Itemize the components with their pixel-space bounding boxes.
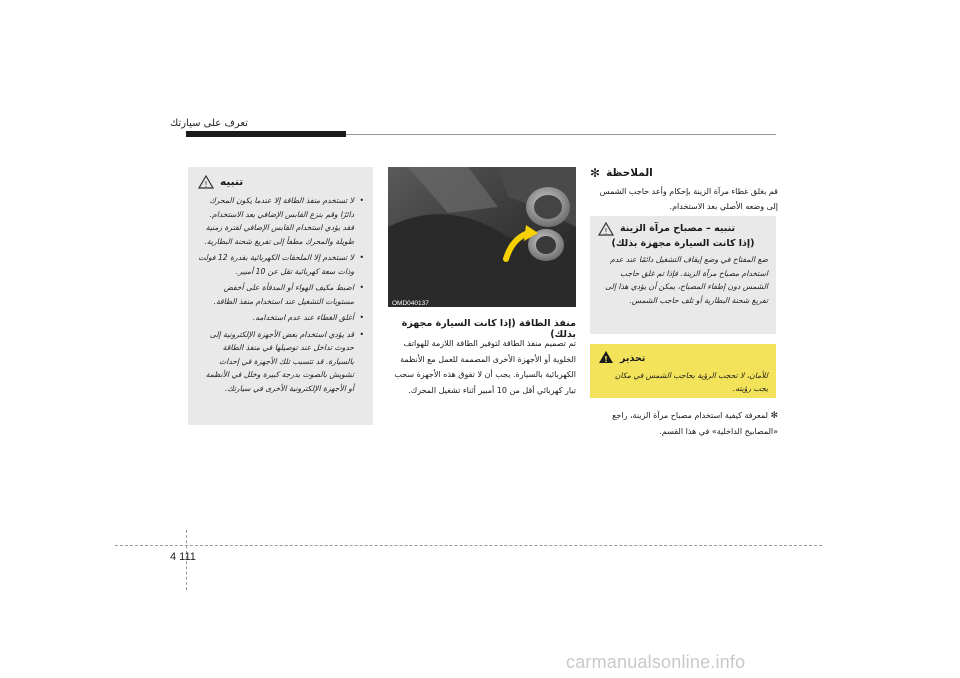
- caution-title: تنبيه – مصباح مرآة الزينة: [620, 223, 736, 234]
- header-rule: [346, 134, 776, 135]
- warning-title: تنبيه: [220, 176, 244, 188]
- caution-header: [598, 222, 768, 236]
- svg-text:!: !: [604, 355, 608, 364]
- note-title: الملاحظة: [606, 167, 653, 179]
- svg-text:!: !: [204, 180, 208, 189]
- warning-box: [188, 167, 373, 425]
- warning-item: • أغلق الغطاء عند عدم استخدامه.: [198, 311, 364, 325]
- warning-triangle-icon: [198, 175, 214, 189]
- footer-rule: [115, 545, 822, 546]
- power-outlet-body: تم تصميم منفذ الطاقة لتوفير الطاقة اللازمة للهواتف الخلوية أو الأجهزة الأخرى المصممة للعمل مع الأنظمة الكهربائية بالسيارة. يجب أن لا تفوق هذه الأجهزة سحب تيار كهربائي أقل من 10 أمبير أثناء تشغيل المحرك.: [394, 339, 576, 395]
- tip: [590, 408, 778, 439]
- warning-item: • لا تستخدم منفذ الطاقة إلا عندما يكون المحرك دائرًا وقم بنزع القابس الإضافي بعد الاستخدام. فقد يؤدي استخدام القابس الإضافي لفترة زمنية طويلة والمحرك مطفأ إلى تفريغ شحنة البطارية.: [198, 194, 364, 248]
- note-body: قم بغلق غطاء مرآة الزينة بإحكام وأعد حاجب الشمس إلى وضعه الأصلي بعد الاستخدام.: [599, 187, 778, 211]
- info-header: [598, 349, 768, 368]
- tip-text: لمعرفة كيفية استخدام مصباح مرآة الزينة، راجع «المصابيح الداخلية» في هذا القسم.: [612, 411, 778, 436]
- caution-text: ضع المفتاح في وضع إيقاف التشغيل دائمًا عند عدم استخدام مصباح مرآة الزينة. فإذا تم غلق حاجب الشمس دون إطفاء المصباح، يمكن أن يؤدي هذا إلى تفريغ شحنة البطارية أو تلف حاجب الشمس.: [605, 255, 768, 305]
- warning-header: [198, 175, 364, 189]
- page-number: 4 111: [170, 551, 196, 563]
- warning-info-box: [590, 344, 776, 398]
- caution-subtitle: (إذا كانت السيارة مجهزة بذلك): [611, 238, 755, 249]
- warning-item: • لا تستخدم إلا الملحقات الكهربائية بقدرة 12 فولت وذات سعة كهربائية تقل عن 10 أمبير.: [198, 251, 364, 278]
- power-outlet-heading: منفذ الطاقة (إذا كانت السيارة مجهزة بذلك): [401, 318, 576, 340]
- header-bar: [186, 131, 346, 137]
- svg-text:!: !: [604, 227, 608, 236]
- warning-item: • قد يؤدي استخدام بعض الأجهزة الإلكترونية إلى حدوث تداخل عند توصيلها في منفذ الطاقة بالسيارة. قد تتسبب تلك الأجهزة في إحداث تشويش بالصوت بدرجة كبيرة وخلل في الأنظمة أو الأجهزة الإلكترونية الأخرى في سيارتك.: [198, 328, 364, 396]
- note-star-icon: ✻: [590, 166, 601, 180]
- watermark: carmanualsonline.info: [566, 652, 746, 672]
- caution-box: [590, 216, 776, 334]
- photo-code: OMD040137: [392, 300, 429, 307]
- running-header: تعرف على سيارتك: [170, 118, 248, 129]
- warning-item: • اضبط مكيف الهواء أو المدفأة على أخفض مستويات التشغيل عند استخدام منفذ الطاقة.: [198, 281, 364, 308]
- alert-triangle-icon: [598, 349, 614, 368]
- info-text: للأمان، لا تحجب الرؤية بحاجب الشمس في مكان يجب رؤيته.: [614, 371, 768, 393]
- tip-star-icon: ✻: [770, 411, 778, 421]
- warning-list: [198, 194, 364, 395]
- power-outlet-photo: [388, 167, 576, 307]
- caution-triangle-icon: [598, 222, 614, 236]
- info-title: تحذير: [620, 353, 646, 364]
- note-header: [590, 166, 778, 180]
